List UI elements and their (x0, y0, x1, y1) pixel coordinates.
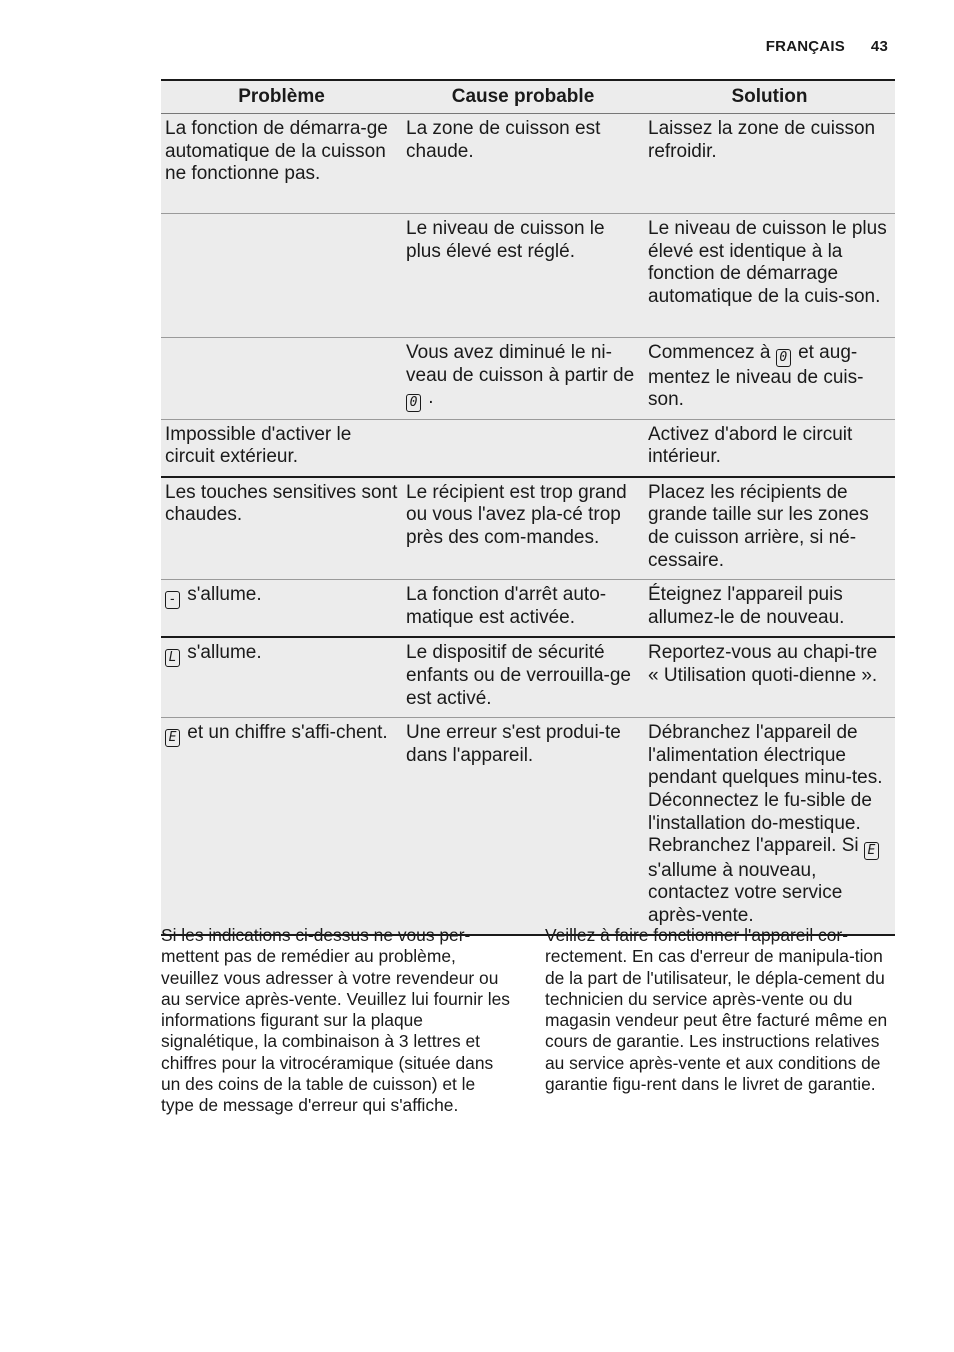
table-row (161, 718, 895, 936)
display-dash-icon: - (165, 591, 180, 609)
language-label: FRANÇAIS (765, 38, 845, 55)
table-row (161, 477, 895, 580)
cause-text: Vous avez diminué le ni-veau de cuisson à partir de (406, 342, 635, 386)
problem-cell (161, 718, 402, 936)
problem-cell: La fonction de démarra-ge automatique de la cuisson ne fonctionne pas. (161, 114, 402, 214)
display-lock-icon: L (165, 649, 180, 667)
footer-left-paragraph: Si les indications ci-dessus ne vous per-mettent pas de remédier au problème, veuillez vous adresser à votre revendeur ou au service après-vente. Veuillez lui fournir les informations figurant sur la plaque signalétique, la combinaison à 3 lettres et chiffres pour la vitrocéramique (située dans un des coins de la table de cuisson) et le type de message d'erreur qui s'affiche. (161, 925, 510, 1116)
solution-cell (644, 338, 895, 420)
problem-cell (161, 637, 402, 717)
problem-cell: Les touches sensitives sont chaudes. (161, 477, 402, 580)
solution-text-end: et aug-mentez le niveau de cuis-son. (648, 342, 864, 411)
table-row (161, 114, 895, 214)
cause-text-end: . (428, 387, 434, 409)
page-header (766, 38, 888, 55)
display-error-icon: E (165, 729, 180, 747)
solution-text: Débranchez l'appareil de l'alimentation électrique pendant quelques minu-tes. Déconnectez le fu-sible de l'installation do-mestique. Rebranchez l'appareil. Si (648, 722, 883, 857)
table-row (161, 637, 895, 717)
display-error-icon: E (864, 842, 879, 860)
cause-cell: Le récipient est trop grand ou vous l'avez pla-cé trop près des com-mandes. (402, 477, 644, 580)
footer-text (161, 925, 895, 1117)
solution-cell: Reportez-vous au chapi-tre « Utilisation quoti-dienne ». (644, 637, 895, 717)
problem-text: et un chiffre s'affi-chent. (187, 722, 388, 744)
page-number: 43 (870, 38, 888, 55)
problem-cell: Impossible d'activer le circuit extérieur. (161, 419, 402, 477)
cause-cell: Une erreur s'est produi-te dans l'appareil. (402, 718, 644, 936)
cause-cell (402, 419, 644, 477)
cause-cell: La zone de cuisson est chaude. (402, 114, 644, 214)
cause-cell: Le dispositif de sécurité enfants ou de verrouilla-ge est activé. (402, 637, 644, 717)
solution-cell: Le niveau de cuisson le plus élevé est identique à la fonction de démarrage automatique de la cuis-son. (644, 214, 895, 338)
solution-cell: Éteignez l'appareil puis allumez-le de nouveau. (644, 580, 895, 638)
solution-cell (644, 718, 895, 936)
header-solution: Solution (644, 80, 895, 114)
footer-right-paragraph: Veillez à faire fonctionner l'appareil cor-rectement. En cas d'erreur de manipula-tion de la part de l'utilisateur, le dépla-cement du technicien du service après-vente ou du magasin vendeur peut être facturé même en cours de garantie. Les instructions relatives au service après-vente et aux conditions de garantie figu-rent dans le livret de garantie. (545, 925, 888, 1095)
cause-cell: Le niveau de cuisson le plus élevé est réglé. (402, 214, 644, 338)
problem-cell (161, 338, 402, 420)
problem-cell (161, 580, 402, 638)
cause-cell (402, 338, 644, 420)
troubleshooting-table (161, 79, 895, 936)
table-row (161, 580, 895, 638)
table-row (161, 419, 895, 477)
header-problem: Problème (161, 80, 402, 114)
solution-cell: Activez d'abord le circuit intérieur. (644, 419, 895, 477)
solution-text-end: s'allume à nouveau, contactez votre service après-vente. (648, 859, 843, 926)
problem-cell (161, 214, 402, 338)
cause-cell: La fonction d'arrêt auto-matique est activée. (402, 580, 644, 638)
solution-cell: Placez les récipients de grande taille sur les zones de cuisson arrière, si né-cessaire. (644, 477, 895, 580)
header-cause: Cause probable (402, 80, 644, 114)
table-row (161, 338, 895, 420)
table-header-row (161, 80, 895, 114)
problem-text: s'allume. (187, 584, 262, 606)
solution-text: Commencez à (648, 342, 771, 363)
display-zero-icon: 0 (406, 394, 421, 412)
solution-cell: Laissez la zone de cuisson refroidir. (644, 114, 895, 214)
display-zero-icon: 0 (776, 349, 791, 367)
table-row (161, 214, 895, 338)
problem-text: s'allume. (187, 642, 262, 664)
